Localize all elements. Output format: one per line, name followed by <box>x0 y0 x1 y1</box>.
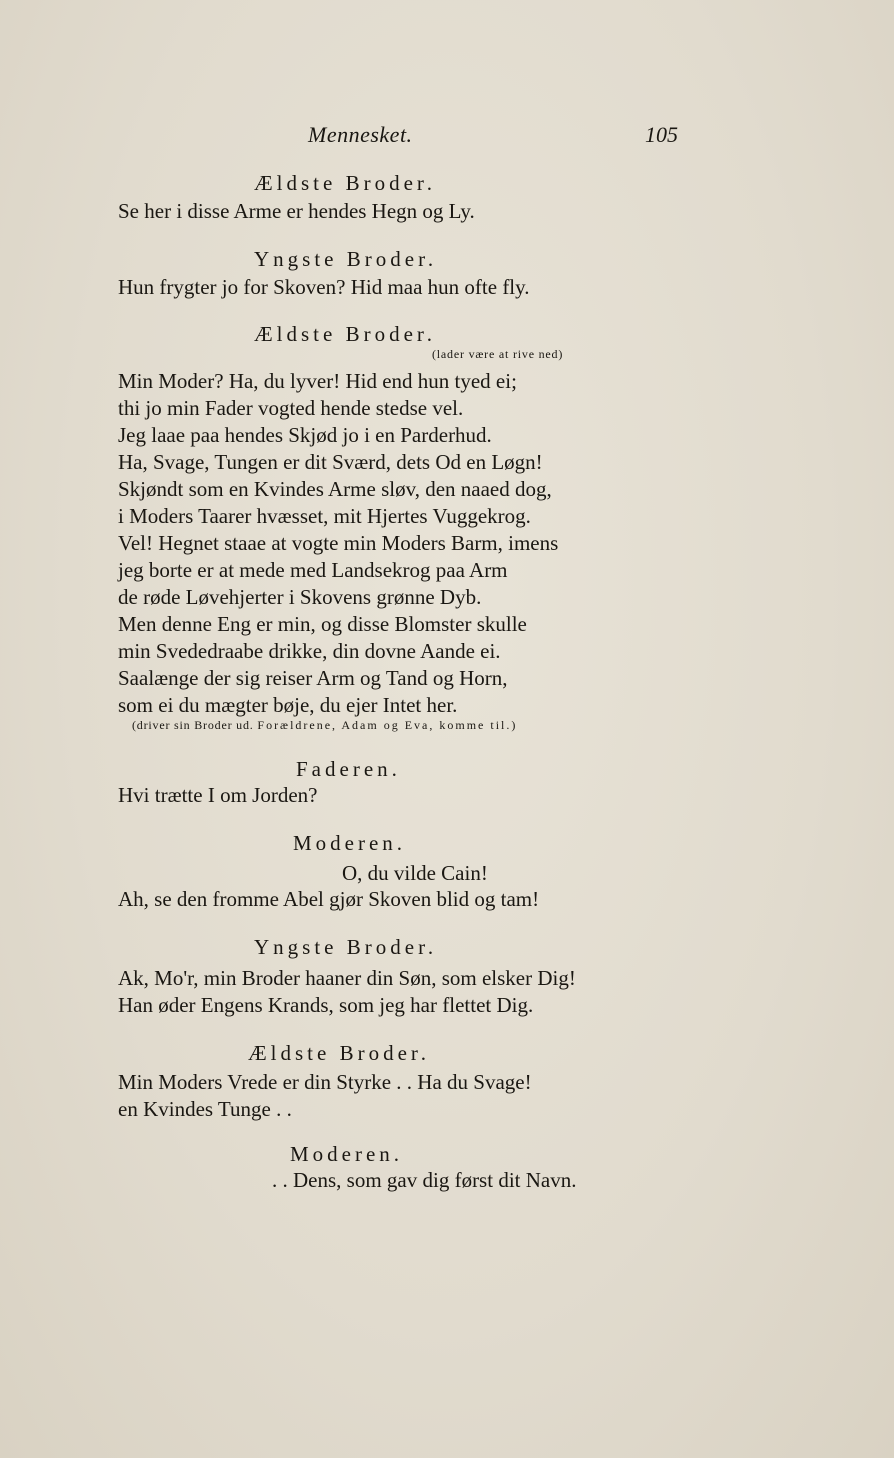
verse-line: Han øder Engens Krands, som jeg har flettet Dig. <box>118 993 534 1017</box>
page-header <box>0 120 894 152</box>
verse-line: . . Dens, som gav dig først dit Navn. <box>272 1168 577 1192</box>
page-number: 105 <box>645 122 678 147</box>
verse-line: Skjøndt som en Kvindes Arme sløv, den naaed dog, <box>118 477 552 501</box>
verse-line: en Kvindes Tunge . . <box>118 1097 292 1121</box>
verse-line: Min Moders Vrede er din Styrke . . Ha du Svage! <box>118 1070 532 1094</box>
verse-line: min Svededraabe drikke, din dovne Aande ei. <box>118 639 501 663</box>
verse-line: Min Moder? Ha, du lyver! Hid end hun tyed ei; <box>118 369 517 393</box>
speaker-name: Moderen. <box>293 831 407 855</box>
running-title: Mennesket. <box>308 122 413 147</box>
verse-line: Men denne Eng er min, og disse Blomster skulle <box>118 612 527 636</box>
stage-direction-part: Forældrene, Adam og Eva, komme til.) <box>257 718 518 732</box>
speaker-name: Yngste Broder. <box>254 247 438 271</box>
verse-line: thi jo min Fader vogted hende stedse vel. <box>118 396 464 420</box>
verse-line: jeg borte er at mede med Landsekrog paa Arm <box>118 558 508 582</box>
verse-line: Jeg laae paa hendes Skjød jo i en Parderhud. <box>118 423 492 447</box>
verse-line: Ak, Mo'r, min Broder haaner din Søn, som elsker Dig! <box>118 966 576 990</box>
stage-direction-part: (driver sin Broder ud. <box>132 718 254 732</box>
verse-line: i Moders Taarer hvæsset, mit Hjertes Vuggekrog. <box>118 504 531 528</box>
verse-line: Ha, Svage, Tungen er dit Sværd, dets Od en Løgn! <box>118 450 543 474</box>
verse-line: O, du vilde Cain! <box>342 861 488 885</box>
speaker-name: Faderen. <box>296 757 401 781</box>
speaker-name: Ældste Broder. <box>248 1041 430 1065</box>
stage-direction: (lader være at rive ned) <box>432 347 564 361</box>
verse-line: Se her i disse Arme er hendes Hegn og Ly. <box>118 199 475 223</box>
speaker-name: Ældste Broder. <box>254 171 436 195</box>
verse-line: som ei du mægter bøje, du ejer Intet her. <box>118 693 458 717</box>
verse-line: Hun frygter jo for Skoven? Hid maa hun ofte fly. <box>118 275 530 299</box>
verse-line: Vel! Hegnet staae at vogte min Moders Barm, imens <box>118 531 559 555</box>
verse-line: Ah, se den fromme Abel gjør Skoven blid og tam! <box>118 887 540 911</box>
verse-line: Hvi trætte I om Jorden? <box>118 783 318 807</box>
speaker-name: Yngste Broder. <box>254 935 438 959</box>
stage-direction <box>132 717 517 733</box>
speaker-name: Ældste Broder. <box>254 322 436 346</box>
speaker-name: Moderen. <box>290 1142 404 1166</box>
verse-line: Saalænge der sig reiser Arm og Tand og Horn, <box>118 666 508 690</box>
verse-line: de røde Løvehjerter i Skovens grønne Dyb. <box>118 585 482 609</box>
